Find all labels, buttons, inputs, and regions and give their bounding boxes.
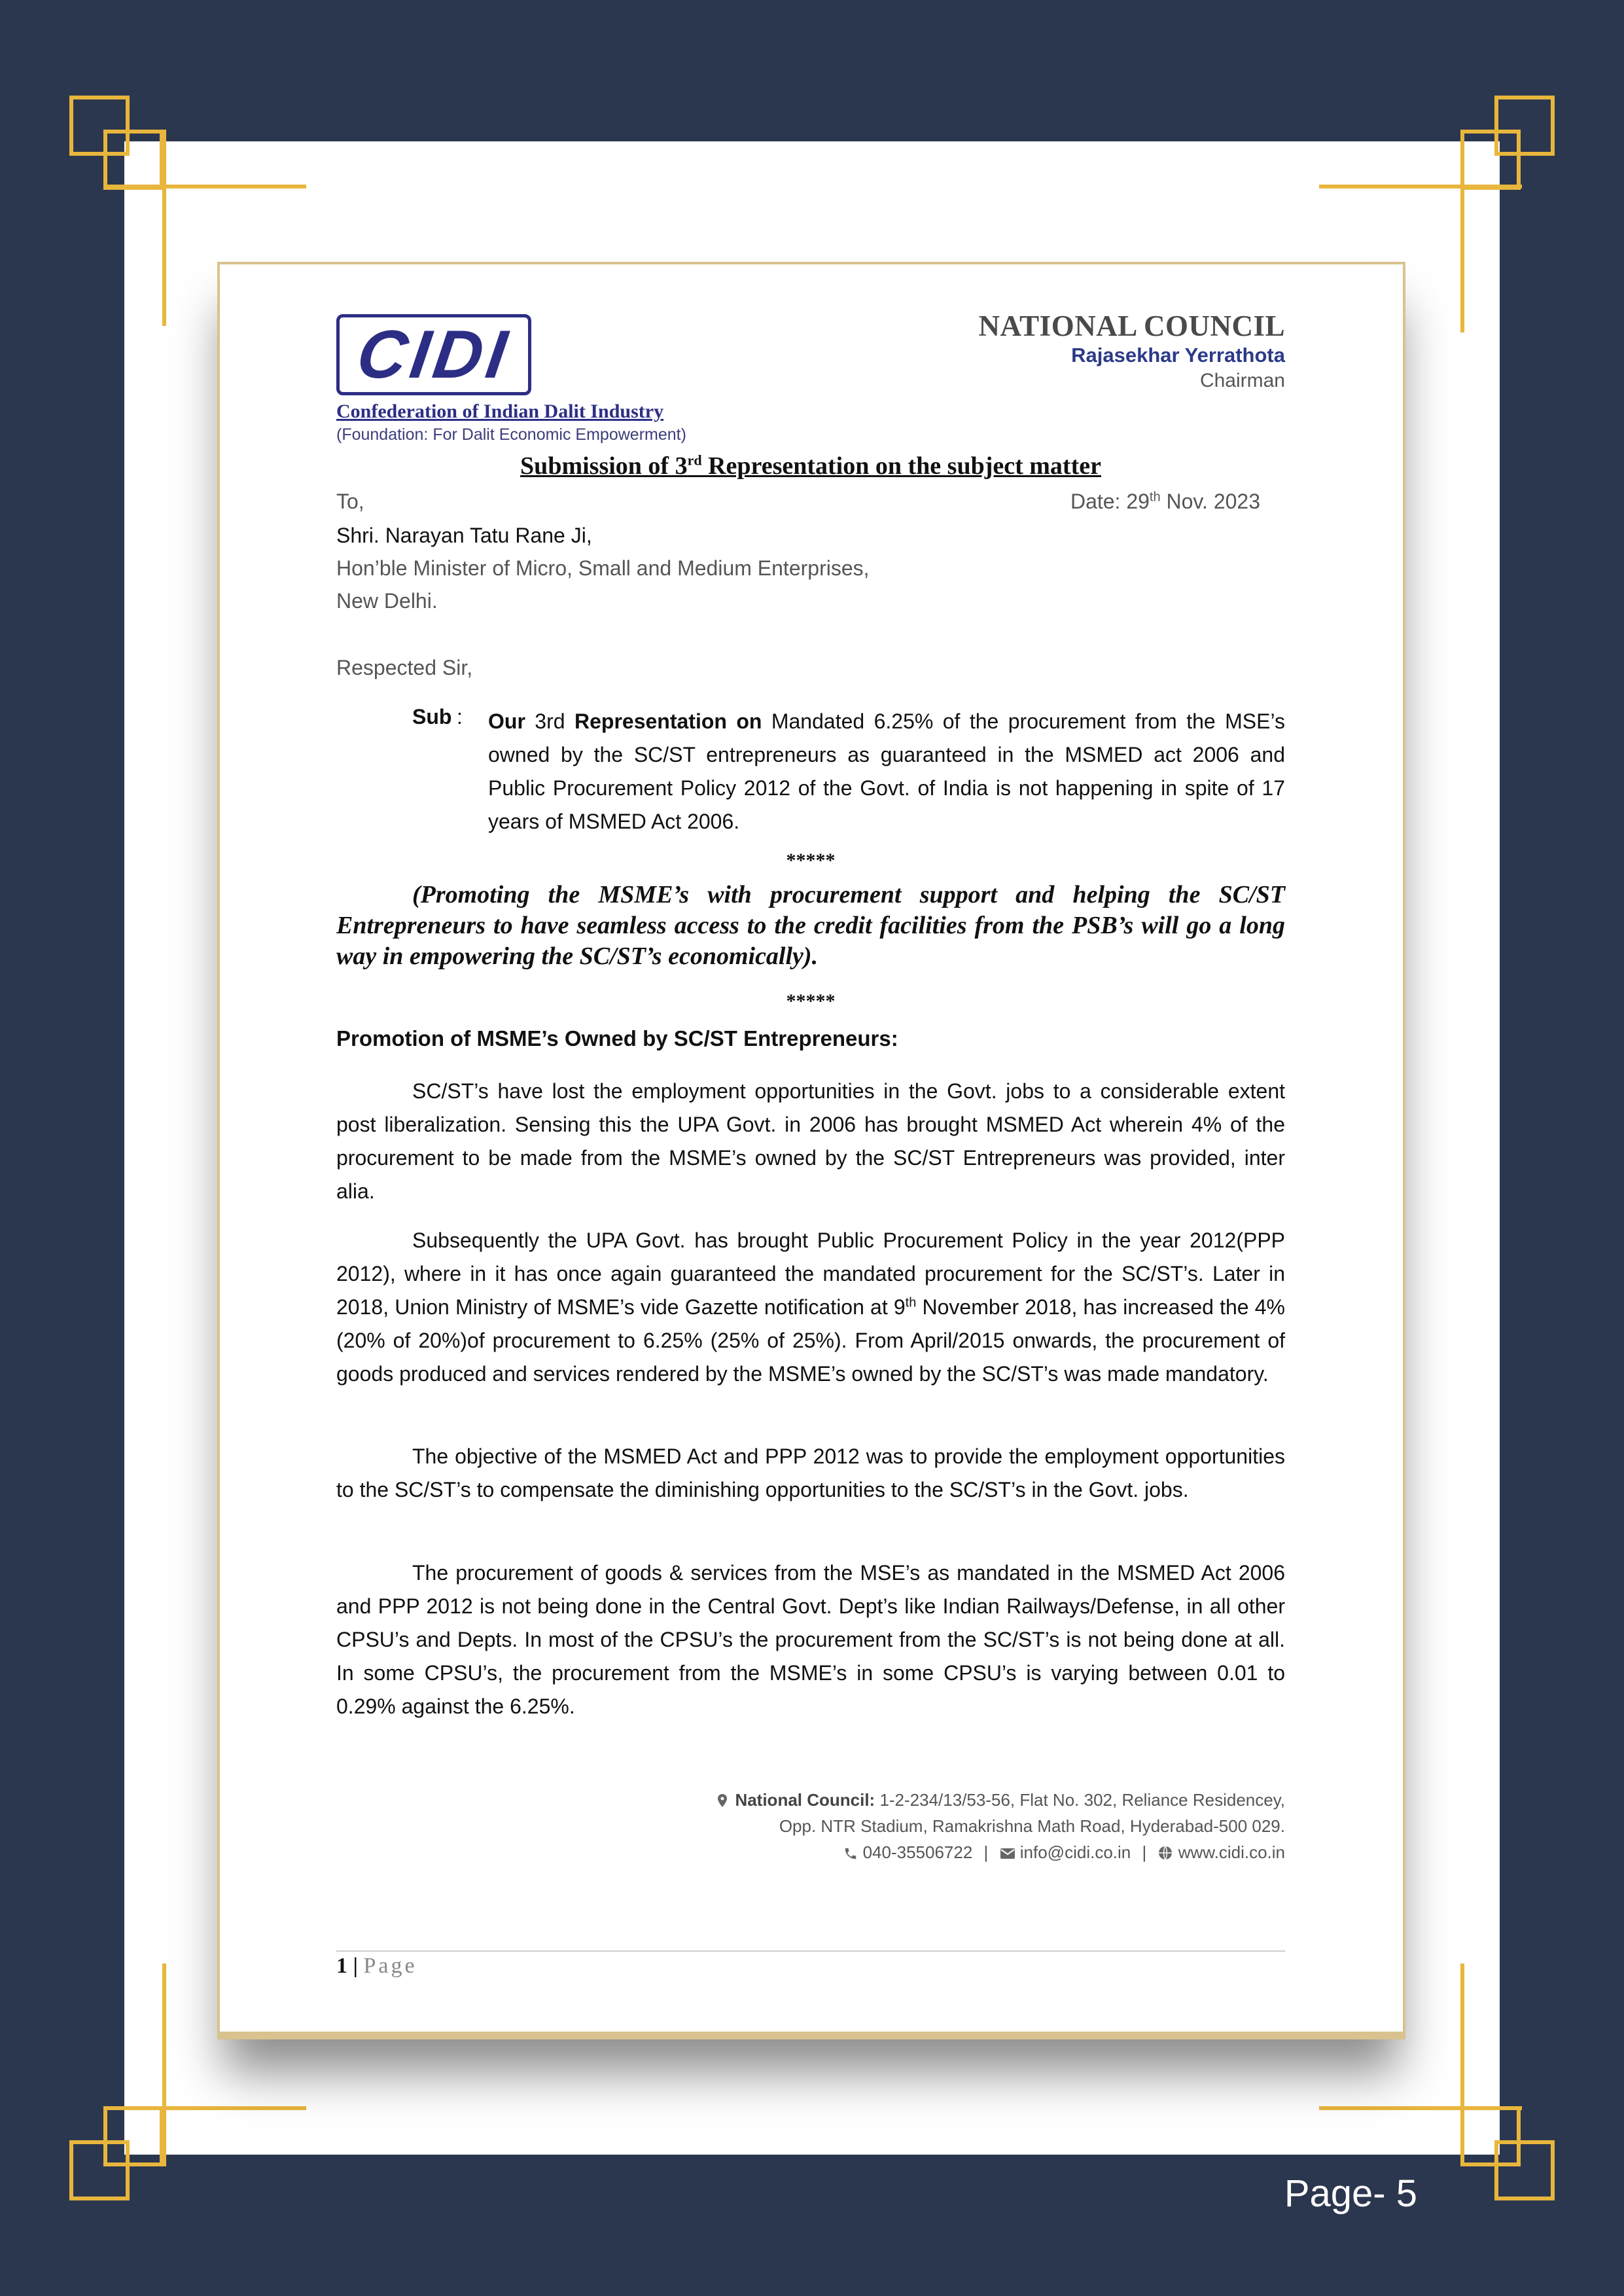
paragraph-2: Subsequently the UPA Govt. has brought Public Procurement Policy in the year 2012(PPP 2012), where in it has once again guaranteed the mandated procurement for the SC/ST’s. Later in 2018, Union Ministry of MSME’s vide Gazette notification at 9th November 2018, has increased the 4% (20% of 20%)of procurement to 6.25% (25% of 25%). From April/2015 onwards, the procurement of goods produced and services rendered by the MSME’s owned by the SC/ST’s was made mandatory. xyxy=(336,1229,1286,1386)
footer-phone: 040-35506722 xyxy=(862,1842,973,1862)
separator-stars: ***** xyxy=(786,990,836,1012)
page-label: Page- 5 xyxy=(1284,2172,1417,2215)
paragraph-3: The objective of the MSMED Act and PPP 2012 was to provide the employment opportunities to the SC/ST’s to compensate the diminishing opportunities to the SC/ST’s in the Govt. jobs. xyxy=(336,1444,1285,1501)
letter-date: Date: 29th Nov. 2023 xyxy=(1070,490,1260,513)
chairman-role: Chairman xyxy=(1199,370,1285,391)
org-tagline: (Foundation: For Dalit Economic Empowerment) xyxy=(336,425,686,444)
separator-stars: ***** xyxy=(786,850,836,871)
paragraph-4: The procurement of goods & services from the MSE’s as mandated in the MSMED Act 2006 and PPP 2012 is not being done in the Central Govt. Dept’s like Indian Railways/Defense, in all other CPSU’s and Depts. In most of the CPSU’s the procurement from the SC/ST’s is not being done at all. In some CPSU’s, the procurement from the MSME’s in some CPSU’s is varying between 0.01 to 0.29% against the 6.25%. xyxy=(336,1561,1285,1718)
org-name: Confederation of Indian Dalit Industry xyxy=(336,401,664,422)
page-rule xyxy=(336,1950,1285,1952)
to-label: To, xyxy=(336,490,364,513)
logo-text: CIDI xyxy=(352,317,516,393)
location-pin-icon xyxy=(715,1793,730,1808)
footer-email: info@cidi.co.in xyxy=(1019,1842,1131,1862)
email-icon xyxy=(1000,1847,1015,1860)
footer-address: National Council: 1-2-234/13/53-56, Flat No. 302, Reliance Residencey, Opp. NTR Stadium, Ramakrishna Math Road, Hyderabad-500 029. 040-35506722 | info@cidi.co.in | www.cidi.co.in xyxy=(715,1787,1285,1865)
council-title: NATIONAL COUNCIL xyxy=(978,310,1285,342)
sub-label: Sub xyxy=(412,705,452,728)
phone-icon xyxy=(843,1846,858,1861)
subject-text: Our 3rd Representation on Mandated 6.25% of the procurement from the MSE’s owned by the SC/ST entrepreneurs as guaranteed in the MSMED act 2006 and Public Procurement Policy 2012 of the Govt. of India is not happening in spite of 17 years of MSMED Act 2006. xyxy=(488,709,1286,833)
footer-website: www.cidi.co.in xyxy=(1178,1842,1285,1862)
page-number: 1 | Page xyxy=(336,1954,417,1978)
italic-statement: (Promoting the MSME’s with procurement support and helping the SC/ST Entrepreneurs to have seamless access to the credit facilities from the PSB’s will go a long way in empowering the SC/ST’s economically). xyxy=(336,881,1285,970)
letter-title: Submission of 3rd Representation on the subject matter xyxy=(520,452,1101,480)
paragraph-1: SC/ST’s have lost the employment opportunities in the Govt. jobs to a considerable extent post liberalization. Sensing this the UPA Govt. in 2006 has brought MSMED Act wherein 4% of the procurement to be made from the MSME’s owned by the SC/ST Entrepreneurs was provided, inter alia. xyxy=(336,1079,1285,1203)
sub-colon: : xyxy=(457,705,463,728)
salutation: Respected Sir, xyxy=(336,656,473,679)
section-heading: Promotion of MSME’s Owned by SC/ST Entrepreneurs: xyxy=(336,1026,898,1050)
chairman-name: Rajasekhar Yerrathota xyxy=(1071,344,1285,367)
cidi-logo xyxy=(336,314,531,395)
recipient-city: New Delhi. xyxy=(336,589,438,613)
globe-icon xyxy=(1157,1845,1173,1861)
recipient-name: Shri. Narayan Tatu Rane Ji, xyxy=(336,524,592,547)
recipient-title: Hon’ble Minister of Micro, Small and Medium Enterprises, xyxy=(336,556,870,580)
